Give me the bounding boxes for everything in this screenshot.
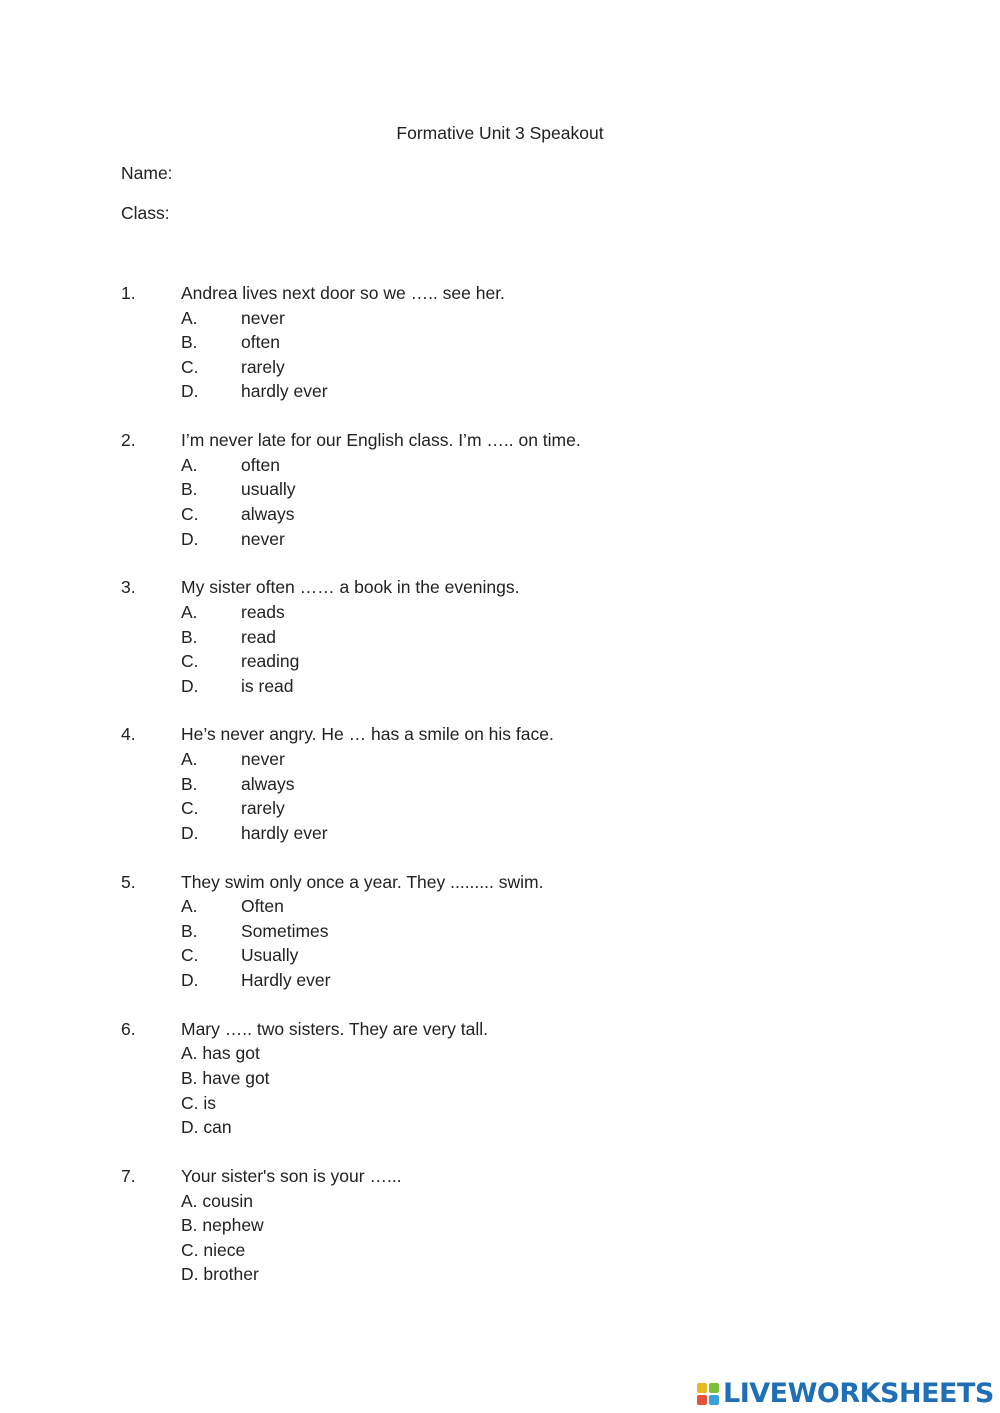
option-letter: C.	[181, 945, 199, 966]
option-text: A. has got	[181, 1043, 260, 1064]
option-text: Sometimes	[241, 920, 329, 941]
answer-option[interactable]	[121, 821, 881, 846]
option-text: C. is	[181, 1092, 216, 1113]
question-number: 6.	[121, 1018, 136, 1039]
answer-option[interactable]	[121, 1262, 881, 1287]
option-letter: A.	[181, 601, 198, 622]
option-text: never	[241, 307, 285, 328]
option-text: hardly ever	[241, 822, 328, 843]
answer-option[interactable]	[121, 1189, 881, 1214]
option-text: always	[241, 773, 295, 794]
answer-option[interactable]	[121, 527, 881, 552]
answer-option[interactable]	[121, 747, 881, 772]
question-stem	[121, 1164, 881, 1189]
question-number: 4.	[121, 724, 136, 745]
question-2	[121, 428, 881, 551]
option-letter: C.	[181, 798, 199, 819]
question-5	[121, 870, 881, 993]
question-number: 1.	[121, 283, 136, 303]
option-letter: B.	[181, 332, 198, 353]
answer-option[interactable]	[121, 1066, 881, 1091]
option-letter: C.	[181, 503, 199, 524]
question-stem	[121, 722, 881, 747]
question-text: I’m never late for our English class. I’m ….. on time.	[181, 430, 581, 451]
question-stem	[121, 281, 881, 306]
logo-tiles-icon	[697, 1383, 719, 1405]
option-text: Hardly ever	[241, 970, 331, 990]
option-letter: B.	[181, 773, 198, 794]
answer-option[interactable]	[121, 1041, 881, 1066]
option-text: B. have got	[181, 1067, 270, 1088]
answer-option[interactable]	[121, 1091, 881, 1116]
option-text: is read	[241, 675, 294, 696]
answer-option[interactable]	[121, 1115, 881, 1140]
answer-option[interactable]	[121, 1238, 881, 1263]
option-letter: D.	[181, 970, 199, 990]
logo-tile	[709, 1383, 719, 1393]
answer-option[interactable]	[121, 772, 881, 797]
answer-option[interactable]	[121, 894, 881, 919]
question-text: Mary ….. two sisters. They are very tall.	[181, 1018, 488, 1039]
answer-option[interactable]	[121, 1213, 881, 1238]
question-text: Your sister's son is your …...	[181, 1165, 402, 1186]
option-letter: B.	[181, 626, 198, 647]
answer-option[interactable]	[121, 453, 881, 478]
answer-option[interactable]	[121, 919, 881, 944]
answer-option[interactable]	[121, 477, 881, 502]
option-text: C. niece	[181, 1239, 246, 1260]
question-number: 3.	[121, 577, 136, 598]
answer-option[interactable]	[121, 379, 881, 404]
question-1	[121, 281, 881, 404]
answer-option[interactable]	[121, 968, 881, 993]
option-text: often	[241, 454, 280, 475]
option-letter: B.	[181, 920, 198, 941]
answer-option[interactable]	[121, 796, 881, 821]
question-stem	[121, 428, 881, 453]
answer-option[interactable]	[121, 502, 881, 527]
option-letter: A.	[181, 454, 198, 475]
question-number: 2.	[121, 430, 136, 451]
answer-option[interactable]	[121, 649, 881, 674]
question-number: 5.	[121, 871, 136, 892]
page-title: Formative Unit 3 Speakout	[396, 123, 604, 143]
option-text: B. nephew	[181, 1215, 264, 1236]
option-letter: A.	[181, 896, 198, 917]
option-letter: D.	[181, 528, 199, 549]
option-text: reading	[241, 651, 300, 672]
option-text: read	[241, 626, 277, 647]
answer-option[interactable]	[121, 355, 881, 380]
option-text: hardly ever	[241, 381, 328, 402]
option-letter: D.	[181, 675, 199, 696]
class-label: Class:	[121, 203, 170, 223]
logo-tile	[697, 1395, 707, 1405]
option-text: usually	[241, 479, 296, 500]
option-text: never	[241, 528, 285, 549]
question-list	[121, 281, 881, 1311]
question-stem	[121, 575, 881, 600]
question-number: 7.	[121, 1165, 136, 1186]
option-letter: D.	[181, 822, 199, 843]
option-text: often	[241, 332, 280, 353]
question-text: My sister often …… a book in the evenings.	[181, 577, 520, 598]
answer-option[interactable]	[121, 600, 881, 625]
option-text: rarely	[241, 356, 285, 377]
option-letter: A.	[181, 307, 198, 328]
option-text: rarely	[241, 798, 285, 819]
logo-tile	[709, 1395, 719, 1405]
question-3	[121, 575, 881, 698]
liveworksheets-logo[interactable]	[697, 1378, 994, 1410]
option-text: Usually	[241, 945, 299, 966]
question-stem	[121, 1017, 881, 1042]
option-letter: C.	[181, 651, 199, 672]
answer-option[interactable]	[121, 625, 881, 650]
option-letter: B.	[181, 479, 198, 500]
answer-option[interactable]	[121, 674, 881, 699]
answer-option[interactable]	[121, 306, 881, 331]
answer-option[interactable]	[121, 330, 881, 355]
option-text: D. brother	[181, 1264, 259, 1285]
question-7	[121, 1164, 881, 1287]
question-4	[121, 722, 881, 845]
answer-option[interactable]	[121, 943, 881, 968]
question-text: They swim only once a year. They ......... swim.	[181, 871, 544, 892]
option-text: always	[241, 503, 295, 524]
option-text: never	[241, 749, 285, 770]
question-stem	[121, 870, 881, 895]
option-text: D. can	[181, 1117, 232, 1138]
option-text: Often	[241, 896, 284, 917]
question-text: He’s never angry. He … has a smile on his face.	[181, 724, 554, 745]
question-text: Andrea lives next door so we ….. see her.	[181, 283, 505, 303]
name-label: Name:	[121, 163, 173, 183]
option-letter: D.	[181, 381, 199, 402]
question-6	[121, 1017, 881, 1140]
option-letter: C.	[181, 356, 199, 377]
option-letter: A.	[181, 749, 198, 770]
logo-wordmark: LIVEWORKSHEETS	[723, 1378, 994, 1409]
logo-tile	[697, 1383, 707, 1393]
option-text: reads	[241, 601, 285, 622]
option-text: A. cousin	[181, 1190, 253, 1211]
